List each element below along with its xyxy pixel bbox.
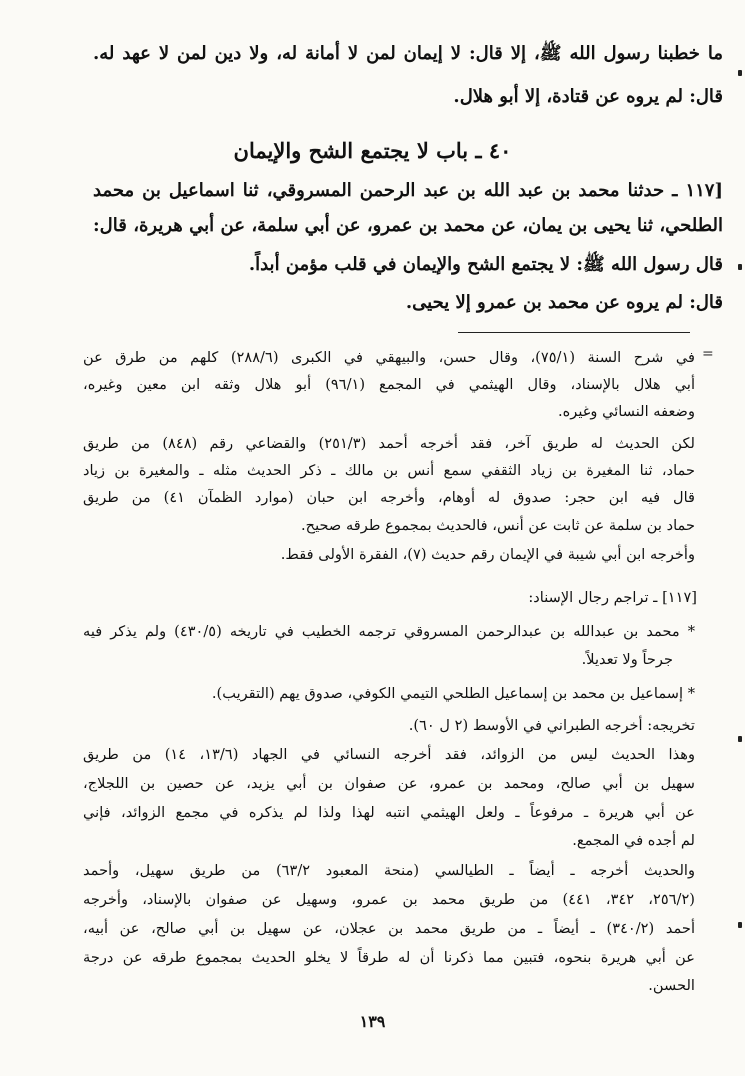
scan-mark (738, 736, 742, 742)
narrator-bullet-1-line-2: جرحاً ولا تعديلاً. (581, 651, 673, 668)
final-para-line-4: عن أبي هريرة بنحوه، فتبين مما ذكرنا أن له طرقاً لا يخلو الحديث بمجموع طرقه عن درجة (83, 949, 695, 966)
final-para-line-2: (٢٥٦/٢، ٣٤٢، ٤٤١) من طريق محمد بن عمرو، وسهيل عن صفوان بالإسناد، وأخرجه (83, 891, 695, 908)
main-text-line-1: ما خطبنا رسول الله ﷺ، إلا قال: لا إيمان لمن لا أمانة له، ولا دين لمن لا عهد له. (93, 43, 723, 64)
final-para-line-5: الحسن. (648, 977, 695, 994)
narrators-section-heading: [١١٧] ـ تراجم رجال الإسناد: (528, 589, 697, 606)
footnote-para1-line-1: في شرح السنة (٧٥/١)، وقال حسن، والبيهقي في الكبرى (٢٨٨/٦) كلهم من طرق عن (83, 349, 695, 366)
hadith-line-4: قال: لم يروه عن محمد بن عمرو إلا يحيى. (405, 292, 723, 313)
takhrij-line-1: تخريجه: أخرجه الطبراني في الأوسط (٢ ل ٦٠). (408, 717, 695, 734)
main-text-line-2: قال: لم يروه عن قتادة، إلا أبو هلال. (453, 86, 723, 107)
hadith-line-1: [١١٧ ـ حدثنا محمد بن عبد الله بن عبد الرحمن المسروقي، ثنا اسماعيل بن محمد (93, 180, 723, 201)
narrator-bullet-1-line-1: * محمد بن عبدالله بن عبدالرحمن المسروقي ترجمه الخطيب في تاريخه (٤٣٠/٥) ولم يذكر فيه (83, 623, 695, 640)
final-para-line-3: أحمد (٣٤٠/٢) ـ أيضاً ـ من طريق محمد بن عجلان، عن سهيل بن أبي صالح، عن أبيه، (83, 920, 695, 937)
scan-mark (738, 70, 742, 76)
footnote-para2-line-1: لكن الحديث له طريق آخر، فقد أخرجه أحمد (٢٥١/٣) والقضاعي رقم (٨٤٨) من طريق (83, 435, 695, 452)
footnote-para2-line-3: قال فيه ابن حجر: صدوق له أوهام، وأخرجه ابن حبان (موارد الظمآن ٤١) من طريق (83, 489, 695, 506)
scan-mark (738, 264, 742, 270)
narrator-bullet-2: * إسماعيل بن محمد بن إسماعيل الطلحي التيمي الكوفي، صدوق يهم (التقريب). (211, 685, 695, 702)
footnote-para2-line-2: حماد، ثنا المغيرة بن زياد الثقفي سمع أنس بن مالك ـ ذكر الحديث مثله ـ والمغيرة بن زياد (83, 462, 695, 479)
footnote-para2-line-5: وأخرجه ابن أبي شيبة في الإيمان رقم حديث (٧)، الفقرة الأولى فقط. (280, 546, 695, 563)
takhrij-line-2: وهذا الحديث ليس من الزوائد، فقد أخرجه النسائي في الجهاد (١٣/٦، ١٤) من طريق (83, 746, 695, 763)
final-para-line-1: والحديث أخرجه ـ أيضاً ـ الطيالسي (منحة المعبود ٦٣/٢) من طريق سهيل، وأحمد (83, 862, 695, 879)
scan-mark: = (702, 346, 714, 362)
chapter-title: ٤٠ ـ باب لا يجتمع الشح والإيمان (233, 138, 512, 163)
footnote-divider (458, 332, 690, 333)
takhrij-line-5: لم أجده في المجمع. (572, 832, 695, 849)
hadith-line-3: قال رسول الله ﷺ: لا يجتمع الشح والإيمان في قلب مؤمن أبداً. (248, 254, 723, 275)
hadith-line-2: الطلحي، ثنا يحيى بن يمان، عن محمد بن عمرو، عن أبي سلمة، عن أبي هريرة، قال: (93, 215, 723, 236)
page-number: ١٣٩ (359, 1012, 386, 1031)
takhrij-line-4: عن أبي هريرة ـ مرفوعاً ـ ولعل الهيثمي انتبه لهذا ولذا لم يذكره في مجمع الزوائد، فإني (83, 804, 695, 821)
footnote-para1-line-2: أبي هلال بالإسناد، وقال الهيثمي في المجمع (٩٦/١) أبو هلال وثقه ابن معين وغيره، (83, 376, 695, 393)
footnote-para2-line-4: حماد بن سلمة عن ثابت عن أنس، فالحديث بمجموع طرقه صحيح. (301, 517, 695, 534)
scan-mark (738, 922, 742, 928)
footnote-para1-line-3: وضعفه النسائي وغيره. (558, 403, 695, 420)
takhrij-line-3: سهيل بن أبي صالح، ومحمد بن عمرو، عن صفوان بن أبي يزيد، عن حصين بن اللجلاج، (83, 775, 695, 792)
